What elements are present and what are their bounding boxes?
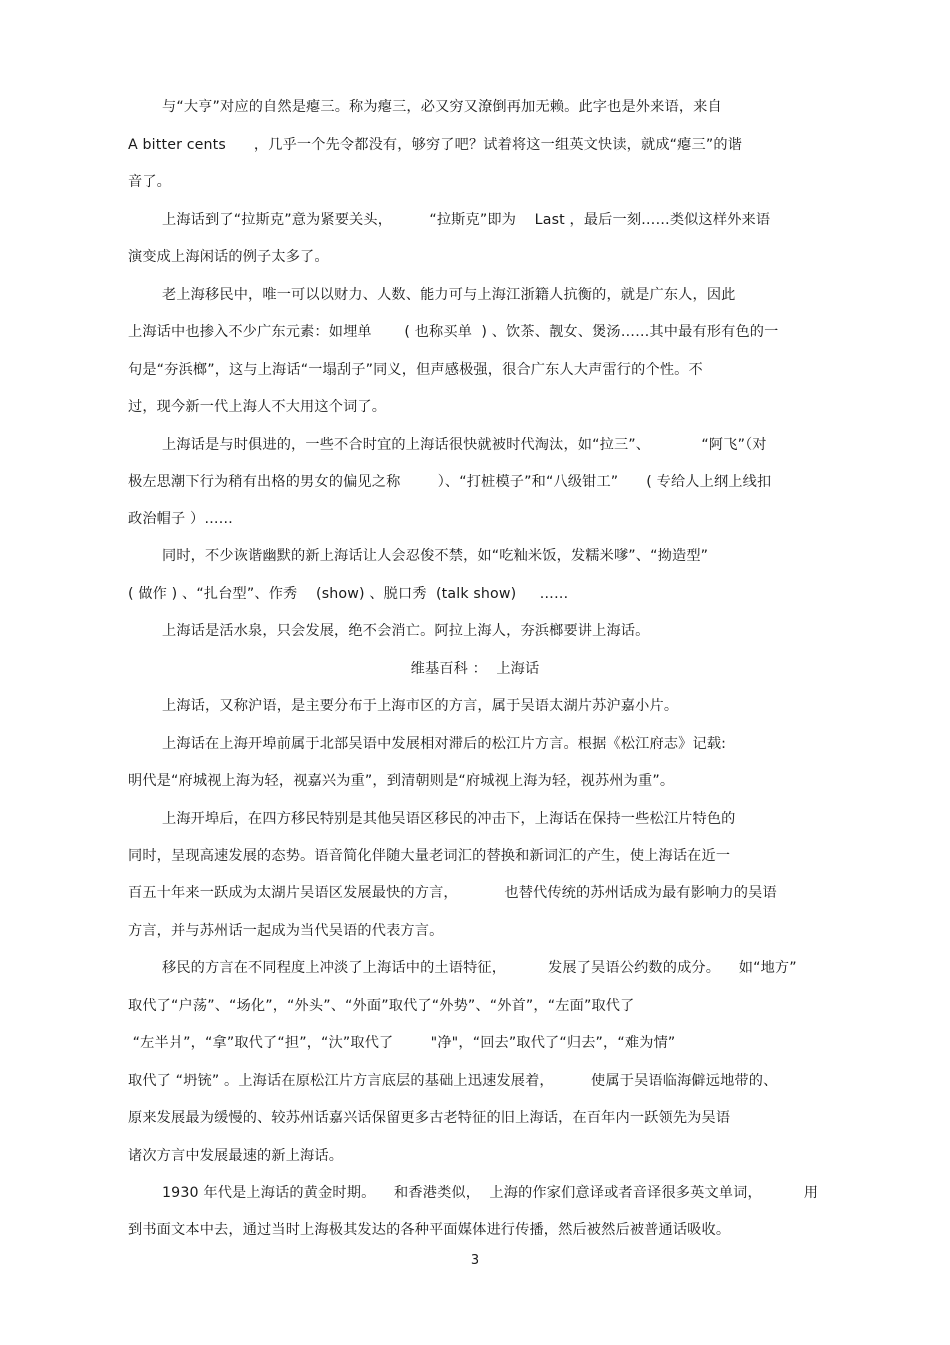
text-line: 极左思潮下行为稍有出格的男女的偏见之称 ）、“打桩模子”和“八级钳工” ( 专给人上纲上线扣 <box>128 474 772 490</box>
text-line: 演变成上海闲话的例子太多了。 <box>128 249 329 265</box>
text-line: 诸次方言中发展最速的新上海话。 <box>128 1148 344 1164</box>
text-line: “左半爿”，“拿”取代了“担”，“汏”取代了 "净"，“回去”取代了“归去”，“难为情” <box>128 1035 676 1051</box>
text-line: 音了。 <box>128 174 172 190</box>
text-line: 过，现今新一代上海人不大用这个词了。 <box>128 399 387 415</box>
text-line: 与“大亨”对应的自然是瘪三。称为瘪三，必又穷又潦倒再加无赖。此字也是外来语，来自 <box>162 99 722 115</box>
section-heading: 维基百科 ： 上海话 <box>410 661 540 677</box>
text-line: 同时，不少诙谐幽默的新上海话让人会忍俊不禁，如“吃籼米饭，发糯米嗲”、“拗造型” <box>162 548 709 564</box>
text-line: 上海话是活水泉，只会发展，绝不会消亡。阿拉上海人，夯浜榔要讲上海话。 <box>162 623 650 639</box>
text-line: 取代了“户荡”、“场化”，“外头”、“外面”取代了“外势”、“外首”，“左面”取代了 <box>128 998 635 1014</box>
text-line: 1930 年代是上海话的黄金时期。 和香港类似， 上海的作家们意译或者音译很多英文单词， 用 <box>162 1185 819 1201</box>
text-line: 老上海移民中，唯一可以以财力、人数、能力可与上海江浙籍人抗衡的，就是广东人，因此 <box>162 287 736 303</box>
text-line: 上海话到了“拉斯克”意为紧要关头， “拉斯克”即为 Last ，最后一刻……类似这样外来语 <box>162 212 771 228</box>
text-line: 上海话中也掺入不少广东元素：如埋单 ( 也称买单 ) 、饮茶、靓女、煲汤……其中最有形有色的一 <box>128 324 779 340</box>
text-line: 句是“夯浜榔”，这与上海话“一塌刮子”同义，但声感极强，很合广东人大声雷行的个性。不 <box>128 362 703 378</box>
text-line: 上海话，又称沪语，是主要分布于上海市区的方言，属于吴语太湖片苏沪嘉小片。 <box>162 698 679 714</box>
text-line: 政治帽子 ）…… <box>128 511 234 527</box>
text-line: 方言，并与苏州话一起成为当代吴语的代表方言。 <box>128 923 444 939</box>
text-line: 移民的方言在不同程度上冲淡了上海话中的土语特征， 发展了吴语公约数的成分。 如“地方” <box>162 960 797 976</box>
text-line: A bitter cents ，几乎一个先令都没有，够穷了吧？试着将这一组英文快读，就成“瘪三”的谐 <box>128 137 743 153</box>
text-line: 同时，呈现高速发展的态势。语音简化伴随大量老词汇的替换和新词汇的产生，使上海话在近一 <box>128 848 731 864</box>
text-line: 明代是“府城视上海为轻，视嘉兴为重”，到清朝则是“府城视上海为轻，视苏州为重”。 <box>128 773 675 789</box>
text-line: 取代了 “坍铳” 。上海话在原松江片方言底层的基础上迅速发展着， 使属于吴语临海僻远地带的、 <box>128 1073 778 1089</box>
text-line: 上海开埠后，在四方移民特别是其他吴语区移民的冲击下，上海话在保持一些松江片特色的 <box>162 811 736 827</box>
text-line: 到书面文本中去，通过当时上海极其发达的各种平面媒体进行传播，然后被然后被普通话吸收。 <box>128 1222 731 1238</box>
page-number: 3 <box>470 1253 480 1268</box>
text-line: 上海话在上海开埠前属于北部吴语中发展相对滞后的松江片方言。根据《松江府志》记载: <box>162 736 727 752</box>
text-line: 上海话是与时俱进的，一些不合时宜的上海话很快就被时代淘汰，如“拉三”、 “阿飞”（对 <box>162 437 767 453</box>
text-line: 原来发展最为缓慢的、较苏州话嘉兴话保留更多古老特征的旧上海话，在百年内一跃领先为吴语 <box>128 1110 731 1126</box>
text-line: 百五十年来一跃成为太湖片吴语区发展最快的方言， 也替代传统的苏州话成为最有影响力的吴语 <box>128 885 777 901</box>
text-line: ( 做作 ) 、“扎台型”、作秀 (show) 、脱口秀 (talk show) …… <box>128 586 569 602</box>
